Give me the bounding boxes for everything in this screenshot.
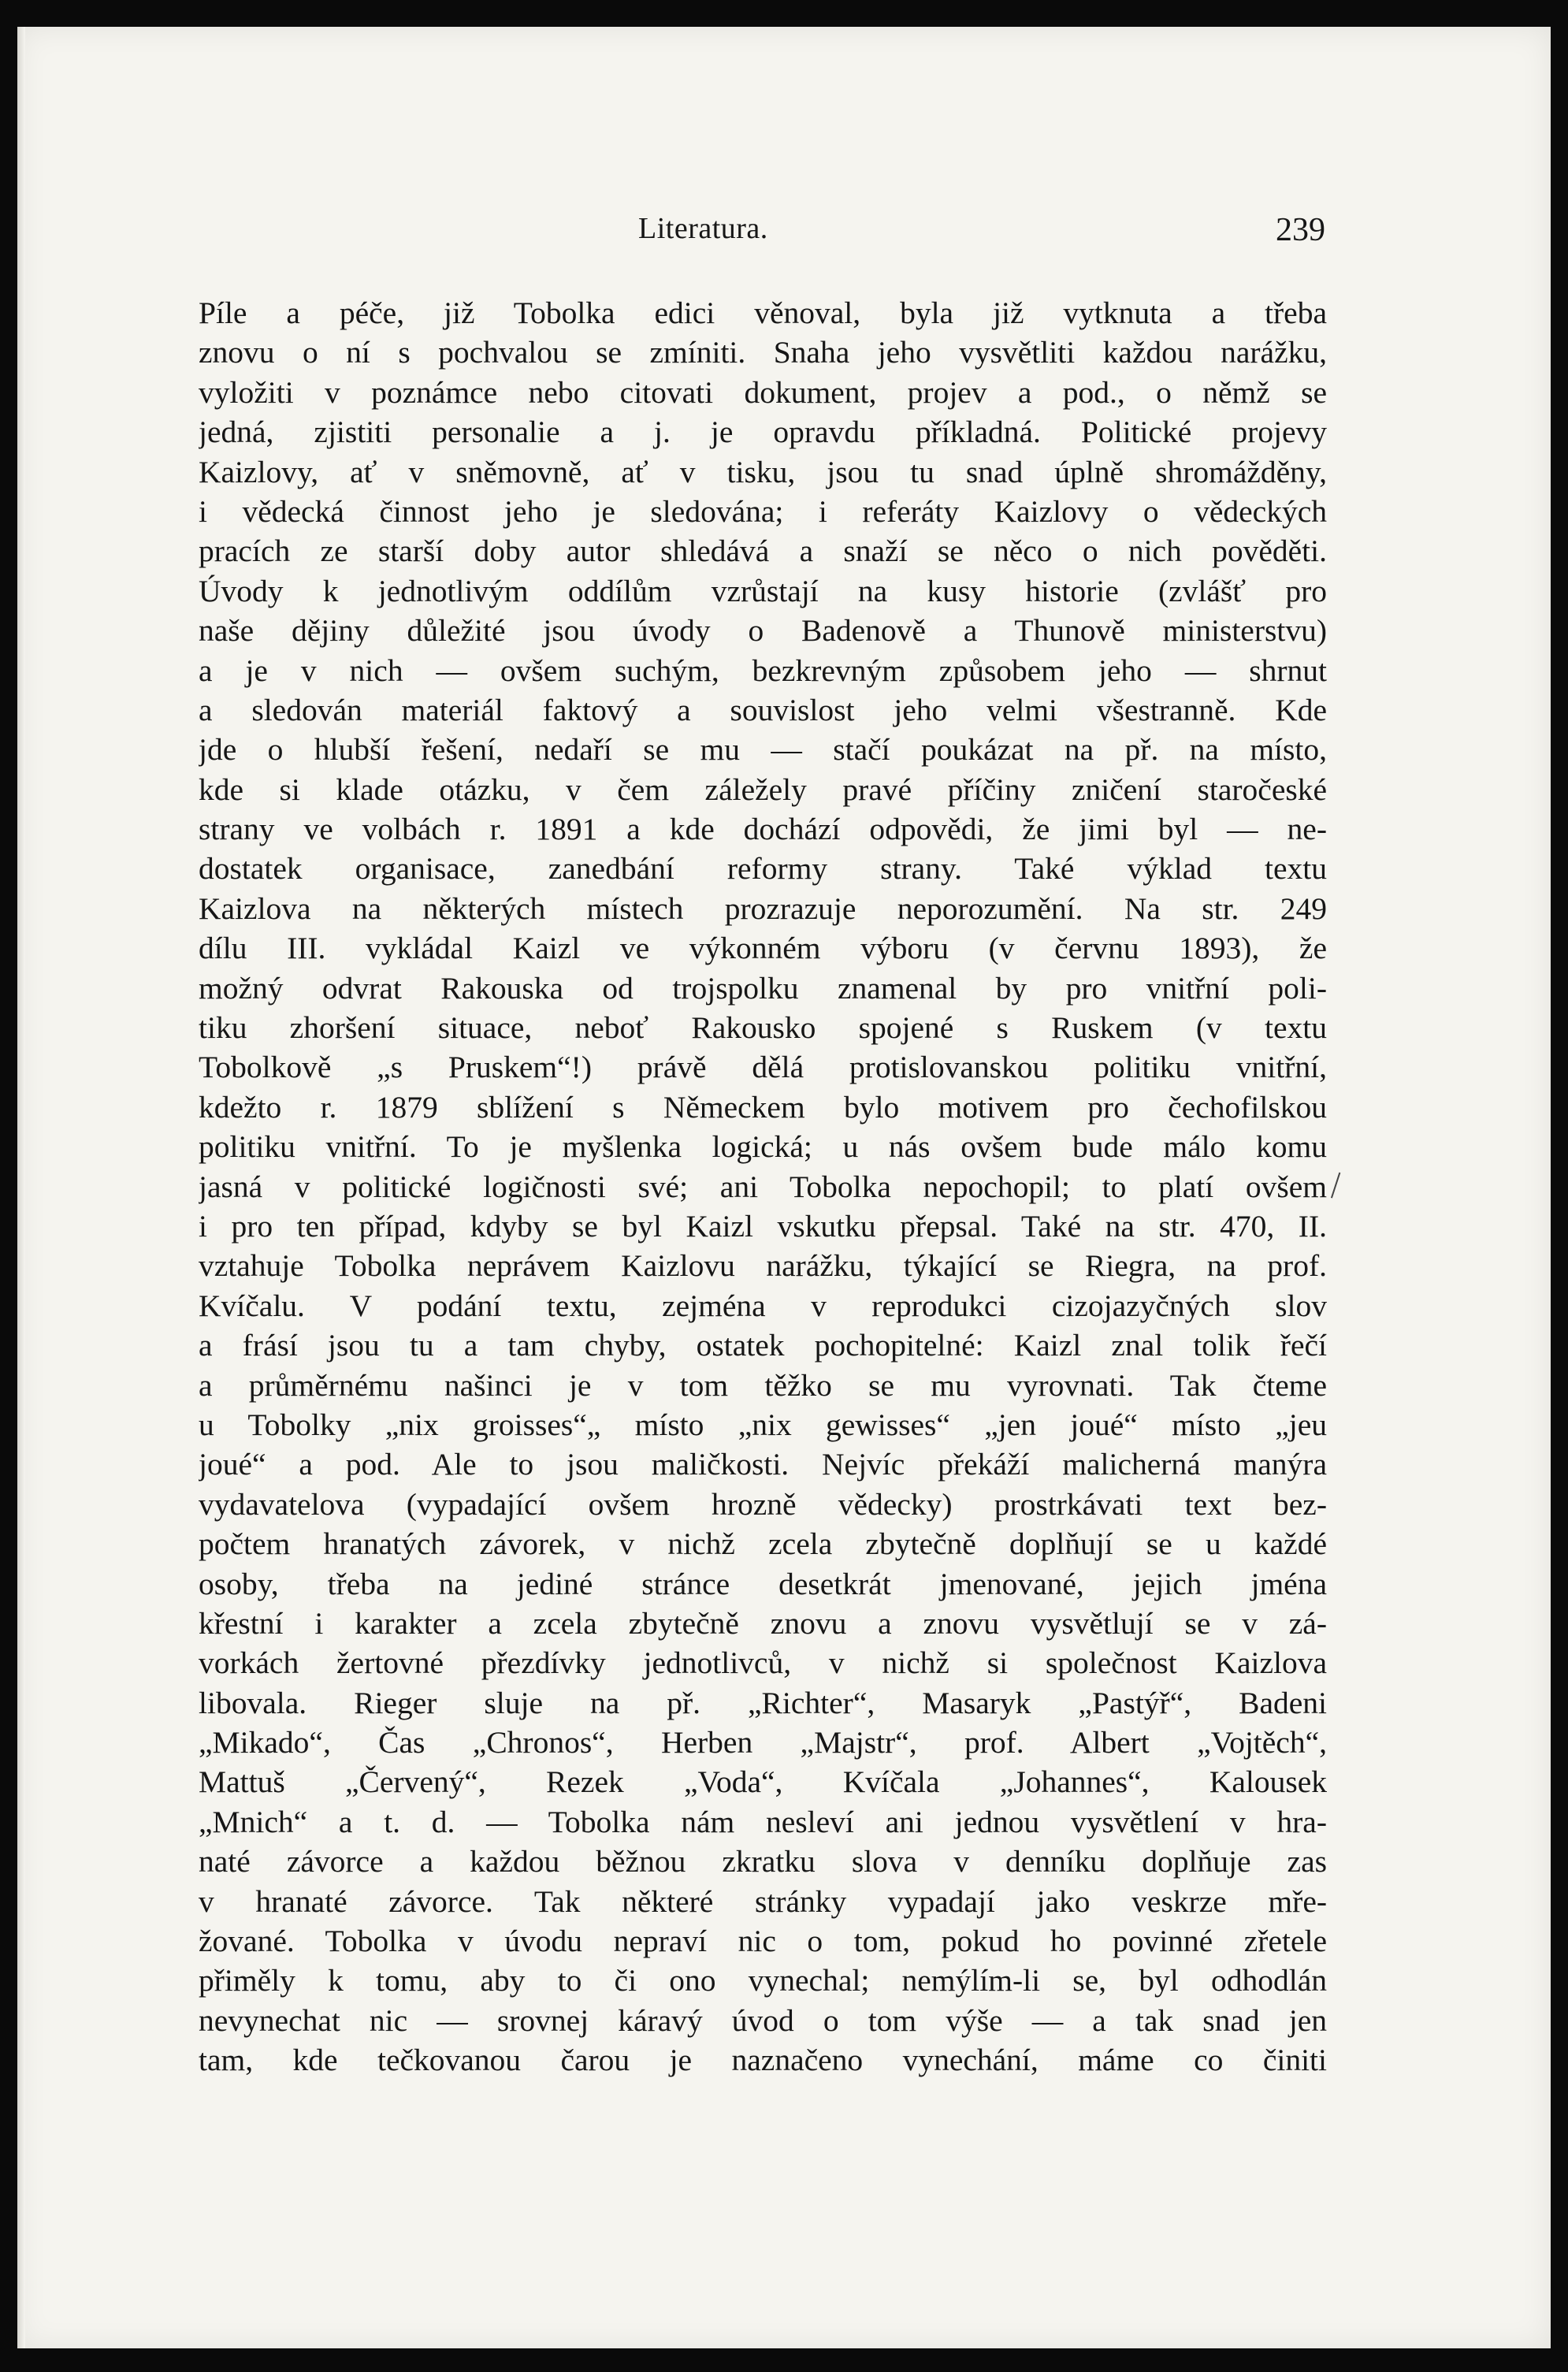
text-line: Kaizlova na některých místech prozrazuje neporozumění. Na str. 249: [199, 890, 1327, 926]
text-line: u Tobolky „nix groisses“„ místo „nix gewisses“ „jen joué“ místo „jeu: [199, 1407, 1327, 1442]
text-line: tam, kde tečkovanou čarou je naznačeno vynechání, máme co činiti: [199, 2043, 1327, 2078]
text-line: joué“ a pod. Ale to jsou maličkosti. Nejvíc překáží malicherná manýra: [199, 1447, 1327, 1482]
text-line: i vědecká činnost jeho je sledována; i referáty Kaizlovy o vědeckých: [199, 493, 1327, 529]
text-line: křestní i karakter a zcela zbytečně znovu a znovu vysvětlují se v zá-: [199, 1605, 1327, 1641]
text-line: „Mnich“ a t. d. — Tobolka nám nesleví ani jednou vysvětlení v hra-: [199, 1804, 1327, 1839]
text-line: osoby, třeba na jediné stránce desetkrát jmenované, jejich jména: [199, 1566, 1327, 1601]
text-line: možný odvrat Rakouska od trojspolku znamenal by pro vnitřní poli-: [199, 970, 1327, 1006]
text-line: dílu III. vykládal Kaizl ve výkonném výboru (v červnu 1893), že: [199, 931, 1327, 966]
text-line: Mattuš „Červený“, Rezek „Voda“, Kvíčala „Johannes“, Kalousek: [199, 1764, 1327, 1800]
text-line: znovu o ní s pochvalou se zmíniti. Snaha jeho vysvětliti každou narážku,: [199, 335, 1327, 370]
running-title: Literatura.: [638, 212, 768, 245]
text-line: libovala. Rieger sluje na př. „Richter“, Masaryk „Pastýř“, Badeni: [199, 1685, 1327, 1720]
page-edge-shadow: [17, 27, 25, 2348]
text-line: politiku vnitřní. To je myšlenka logická; u nás ovšem bude málo komu: [199, 1129, 1327, 1165]
text-line: i pro ten případ, kdyby se byl Kaizl vskutku přepsal. Také na str. 470, II.: [199, 1208, 1327, 1244]
body-paragraph: [199, 293, 1327, 2080]
text-line: Kaizlovy, ať v sněmovně, ať v tisku, jsou tu snad úplně shromážděny,: [199, 454, 1327, 489]
text-line: „Mikado“, Čas „Chronos“, Herben „Majstr“, prof. Albert „Vojtěch“,: [199, 1725, 1327, 1760]
text-line: Úvody k jednotlivým oddílům vzrůstají na kusy historie (zvlášť pro: [199, 573, 1327, 608]
text-line: vztahuje Tobolka neprávem Kaizlovu narážku, týkající se Riegra, na prof.: [199, 1248, 1327, 1284]
text-line: vydavatelova (vypadající ovšem hrozně vědecky) prostrkávati text bez-: [199, 1486, 1327, 1522]
text-line: tiku zhoršení situace, neboť Rakousko spojené s Ruskem (v textu: [199, 1010, 1327, 1046]
text-line: nevynechat nic — srovnej káravý úvod o tom výše — a tak snad jen: [199, 2002, 1327, 2038]
page-header: [638, 211, 1325, 258]
text-line: Kvíčalu. V podání textu, zejména v reprodukci cizojazyčných slov: [199, 1288, 1327, 1323]
text-line: přiměly k tomu, aby to či ono vynechal; nemýlím-li se, byl odhodlán: [199, 1963, 1327, 1998]
text-line: vorkách žertovné přezdívky jednotlivců, v nichž si společnost Kaizlova: [199, 1645, 1327, 1681]
text-line: žované. Tobolka v úvodu nepraví nic o tom, pokud ho povinné zřetele: [199, 1924, 1327, 1959]
text-line: jasná v politické logičnosti své; ani Tobolka nepochopil; to platí ovšem: [199, 1169, 1327, 1204]
text-line: a frásí jsou tu a tam chyby, ostatek pochopitelné: Kaizl znal tolik řečí: [199, 1328, 1327, 1363]
text-line: pracích ze starší doby autor shledává a snaží se něco o nich pověděti.: [199, 534, 1327, 569]
page-number: 239: [1276, 212, 1325, 248]
text-line: jedná, zjistiti personalie a j. je opravdu příkladná. Politické projevy: [199, 415, 1327, 450]
text-line: naté závorce a každou běžnou zkratku slova v denníku doplňuje zas: [199, 1844, 1327, 1879]
text-line: a sledován materiál faktový a souvislost jeho velmi všestranně. Kde: [199, 692, 1327, 727]
text-line: strany ve volbách r. 1891 a kde dochází odpovědi, že jimi byl — ne-: [199, 812, 1327, 847]
text-line: a průměrnému našinci je v tom těžko se mu vyrovnati. Tak čteme: [199, 1367, 1327, 1403]
text-line: dostatek organisace, zanedbání reformy strany. Také výklad textu: [199, 851, 1327, 887]
text-line: vyložiti v poznámce nebo citovati dokument, projev a pod., o němž se: [199, 374, 1327, 410]
text-line: Tobolkově „s Pruskem“!) právě dělá protislovanskou politiku vnitřní,: [199, 1050, 1327, 1085]
text-line: v hranaté závorce. Tak některé stránky vypadají jako veskrze mře-: [199, 1883, 1327, 1919]
text-line: počtem hranatých závorek, v nichž zcela zbytečně doplňují se u každé: [199, 1526, 1327, 1562]
text-line: kde si klade otázku, v čem záležely pravé příčiny zničení staročeské: [199, 771, 1327, 807]
text-line: Píle a péče, již Tobolka edici věnoval, byla již vytknuta a třeba: [199, 296, 1327, 330]
text-line: kdežto r. 1879 sblížení s Německem bylo motivem pro čechofilskou: [199, 1089, 1327, 1125]
text-line: a je v nich — ovšem suchým, bezkrevným způsobem jeho — shrnut: [199, 652, 1327, 688]
text-line: jde o hlubší řešení, nedaří se mu — stačí poukázat na př. na místo,: [199, 732, 1327, 768]
text-line: naše dějiny důležité jsou úvody o Badenově a Thunově ministerstvu): [199, 613, 1327, 649]
